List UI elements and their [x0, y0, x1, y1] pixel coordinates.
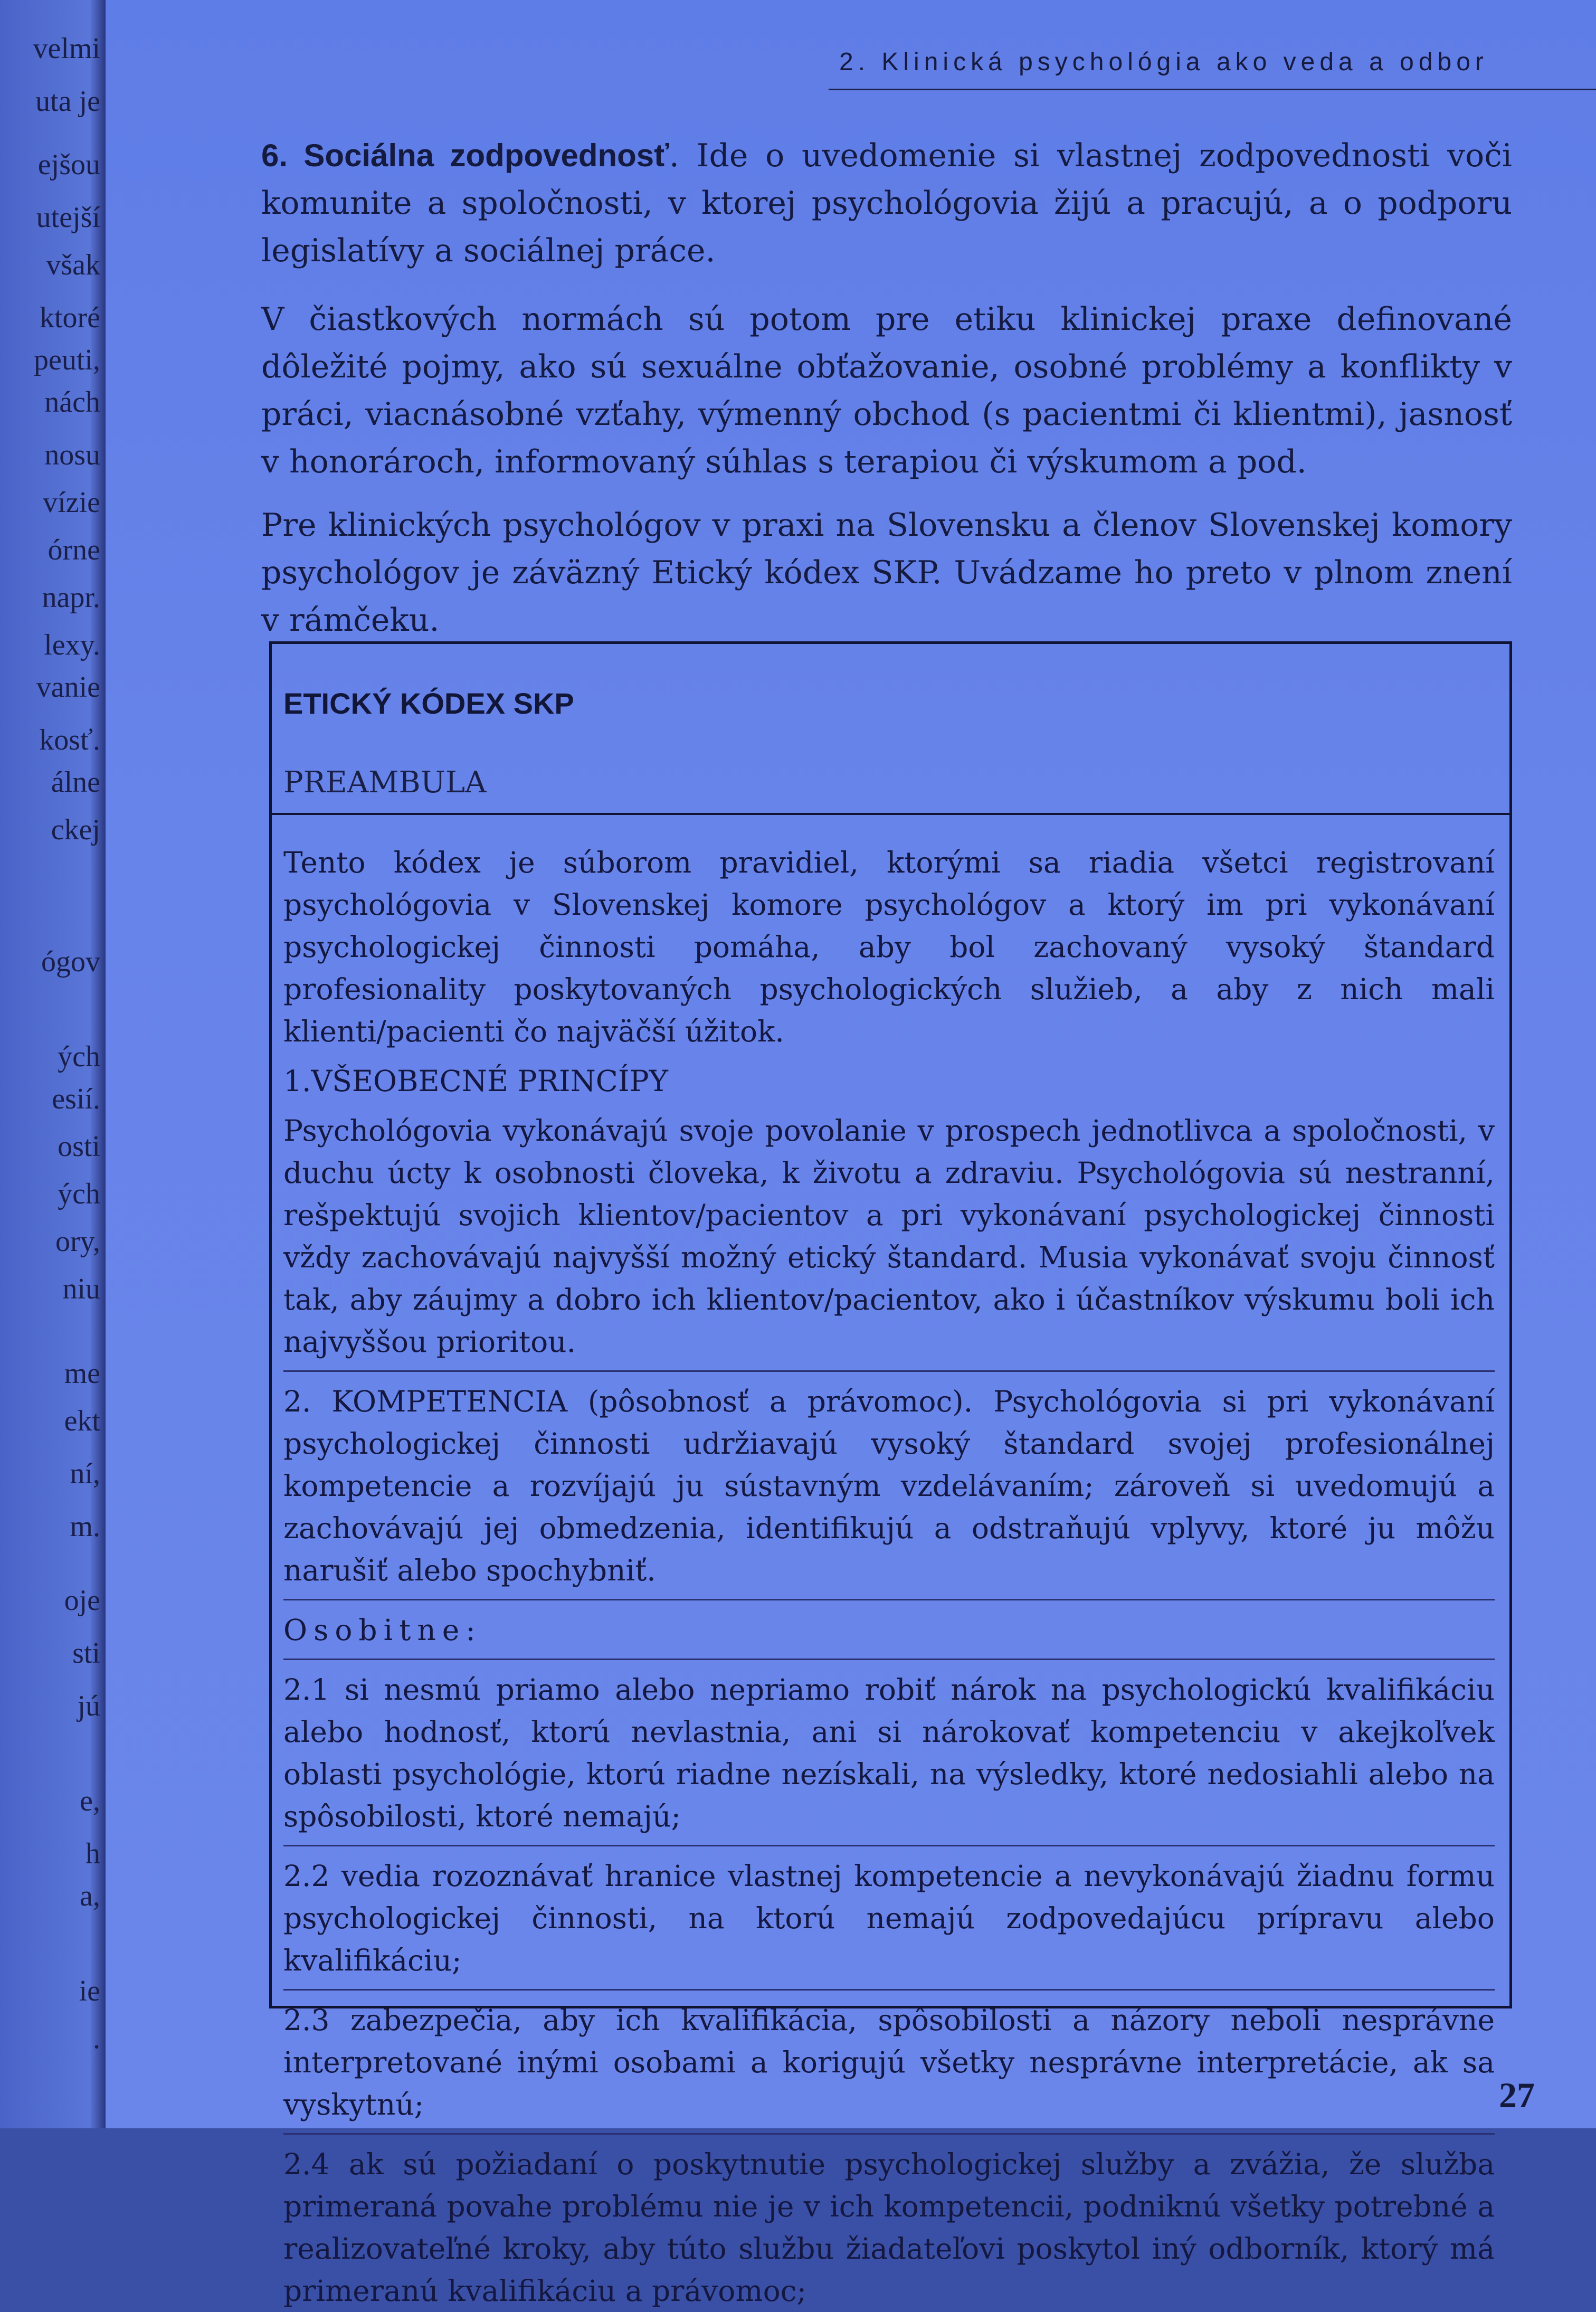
- book-page: [106, 0, 1596, 2308]
- osobitne-label: Osobitne:: [283, 1613, 482, 1647]
- left-page-fragment: me: [64, 1357, 100, 1390]
- section2-text: 2. KOMPETENCIA (pôsobnosť a právomoc). Psychológovia si pri vykonávaní psychologickej činnosti udržiavajú vysoký štandard svojej profesionálnej kompetencie a rozvíjajú ju sústavným vzdelávaním; zároveň si uvedomujú a zachovávajú jej obmedzenia, identifikujú a odstraňujú vplyvy, ktoré ju môžu narušiť alebo spochybniť.: [283, 1385, 1495, 1587]
- left-page-fragment: ory,: [55, 1225, 100, 1258]
- left-page-fragment: nosu: [44, 439, 100, 471]
- list-item: 2.1 si nesmú priamo alebo nepriamo robiť nárok na psychologickú kvalifikáciu alebo hodnosť, ktorú nevlastnia, ani si nárokovať kompetenciu v akejkoľvek oblasti psychológie, ktorú riadne nezískali, na výsledky, ktoré nedosiahli alebo na spôsobilosti, ktoré nemajú;: [283, 1673, 1495, 1833]
- paragraph-partial-norms: V čiastkových normách sú potom pre etiku klinickej praxe definované dôležité pojmy, ako sú sexuálne obťažovanie, osobné problémy a konflikty v práci, viacnásobné vzťahy, výmenný obchod (s pacientmi či klientmi), jasnosť v honorároch, informovaný súhlas s terapiou či výskumom a pod.: [261, 301, 1512, 480]
- left-page-fragment: órne: [48, 534, 100, 566]
- left-page-fragment: vanie: [36, 671, 100, 704]
- left-page-fragment: ógov: [41, 945, 100, 978]
- left-page-fragment: kosť.: [39, 724, 100, 756]
- left-page-fragment: ckej: [51, 813, 100, 846]
- left-page-fragment: a,: [80, 1880, 100, 1912]
- box-title: ETICKÝ KÓDEX SKP: [283, 687, 574, 720]
- left-page-fragment: jú: [77, 1690, 100, 1722]
- left-page-fragment: ých: [58, 1040, 100, 1073]
- left-page-fragment: ktoré: [39, 301, 100, 334]
- left-page-fragment: e,: [80, 1785, 100, 1817]
- left-page-fragment: oje: [64, 1584, 100, 1617]
- paragraph-bold-lead: 6. Sociálna zodpovednosť: [261, 138, 669, 173]
- paragraph-text: . Ide o uvedomenie si vlastnej zodpovednosti voči komunite a spoločnosti, v ktorej psychológovia žijú a pracujú, a o podporu legislatívy a sociálnej práce.: [261, 137, 1512, 269]
- left-page-fragment: peuti,: [34, 344, 100, 376]
- left-page-fragment: napr.: [42, 581, 100, 614]
- page-number: 27: [1499, 2075, 1535, 2115]
- divider: [283, 1599, 1495, 1600]
- left-page-fragment: álne: [51, 766, 100, 799]
- left-page-fragment: nách: [44, 386, 100, 419]
- list-item: 2.4 ak sú požiadaní o poskytnutie psychologickej služby a zvážia, že služba primeraná povahe problému nie je v ich kompetencii, podniknú všetky potrebné a realizovateľné kroky, aby túto službu žiadateľovi poskytol iný odborník, ktorý má primeranú kvalifikáciu a právomoc;: [283, 2147, 1495, 2308]
- divider: [283, 1659, 1495, 1660]
- left-page-fragment: ie: [79, 1975, 100, 2007]
- list-item: 2.3 zabezpečia, aby ich kvalifikácia, spôsobilosti a názory neboli nesprávne interpretované inými osobami a korigujú všetky nesprávne interpretácie, ak sa vyskytnú;: [283, 2003, 1495, 2121]
- left-page-fragment: .: [93, 2022, 100, 2055]
- left-page-fragment: h: [86, 1837, 100, 1870]
- running-head: 2. Klinická psychológia ako veda a odbor: [839, 48, 1488, 76]
- ethics-code-box-header: [272, 644, 1509, 815]
- left-page-fragment: niu: [62, 1273, 100, 1305]
- left-page-fragment: velmi: [33, 32, 100, 65]
- left-page-fragment: osti: [58, 1130, 100, 1163]
- divider: [283, 1370, 1495, 1372]
- box-subtitle: PREAMBULA: [283, 765, 487, 800]
- left-page-fragment: ejšou: [37, 148, 100, 181]
- left-page-fragment: ní,: [70, 1457, 100, 1490]
- ethics-code-box: [269, 641, 1512, 2308]
- section1-heading: 1.VŠEOBECNÉ PRINCÍPY: [283, 1064, 668, 1098]
- left-page-fragment: esií.: [52, 1083, 100, 1115]
- left-page-fragment: vízie: [43, 486, 100, 519]
- left-page-fragment: sti: [72, 1637, 100, 1670]
- list-item: 2.2 vedia rozoznávať hranice vlastnej kompetencie a nevykonávajú žiadnu formu psychologickej činnosti, na ktorú nemajú zodpovedajúcu prípravu alebo kvalifikáciu;: [283, 1859, 1495, 1977]
- header-rule: [829, 89, 1596, 90]
- left-page-fragment: uta je: [35, 85, 100, 118]
- box-intro: Tento kódex je súborom pravidiel, ktorými sa riadia všetci registrovaní psychológovia v Slovenskej komore psychológov a ktorý im pri vykonávaní psychologickej činnosti pomáha, aby bol zachovaný vysoký štandard profesionality poskytovaných psychologických služieb, a aby z nich mali klienti/pacienti čo najväčší úžitok.: [283, 846, 1495, 1048]
- left-page-fragment: m.: [70, 1510, 100, 1543]
- left-page-fragment: ých: [58, 1178, 100, 1210]
- paragraph-skp-code-intro: Pre klinických psychológov v praxi na Slovensku a členov Slovenskej komory psychológov je záväzný Etický kódex SKP. Uvádzame ho preto v plnom znení v rámčeku.: [261, 507, 1512, 639]
- divider: [283, 1989, 1495, 1991]
- left-page-fragment: utejší: [36, 201, 100, 234]
- left-page-fragment: ekt: [64, 1405, 100, 1437]
- ethics-code-box-body: [272, 815, 1509, 2312]
- divider: [283, 1845, 1495, 1846]
- divider: [283, 2133, 1495, 2135]
- left-page-fragment: však: [46, 249, 100, 281]
- section1-text: Psychológovia vykonávajú svoje povolanie v prospech jednotlivca a spoločnosti, v duchu úcty k osobnosti človeka, k životu a zdraviu. Psychológovia sú nestranní, rešpektujú svojich klientov/pacientov a pri vykonávaní psychologickej činnosti vždy zachovávajú najvyšší možný etický štandard. Musia vykonávať svoju činnosť tak, aby záujmy a dobro ich klientov/pacientov, ako i účastníkov výskumu boli ich najvyššou prioritou.: [283, 1114, 1495, 1359]
- left-page-fragment: lexy.: [44, 629, 100, 661]
- paragraph-social-responsibility: [261, 132, 1512, 274]
- previous-page-edge: [0, 0, 106, 2128]
